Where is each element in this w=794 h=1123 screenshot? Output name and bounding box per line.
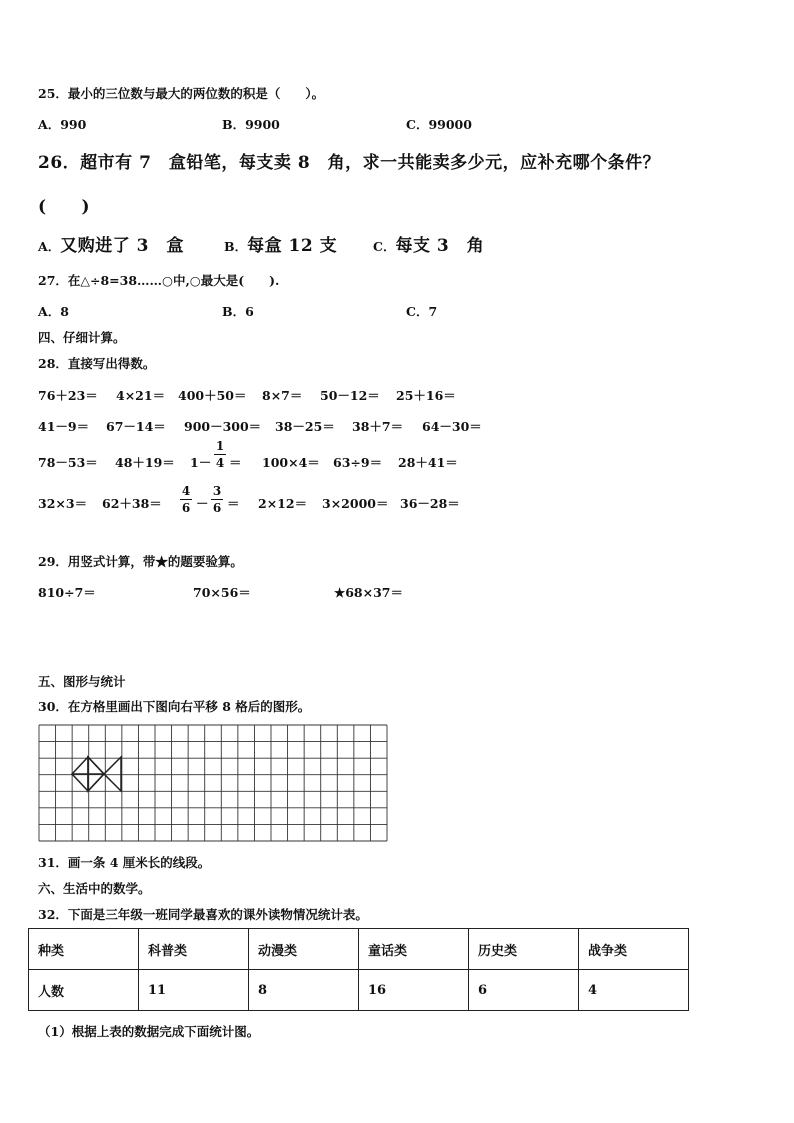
calc-item: 4×21＝ (116, 388, 166, 403)
calc-item: 36－28＝ (400, 496, 460, 511)
q26-answer-paren[interactable]: ( ) (38, 197, 91, 217)
q30-text: 30．在方格里画出下图向右平移 8 格后的图形。 (38, 699, 311, 714)
q32-subquestion-1: （1）根据上表的数据完成下面统计图。 (38, 1024, 260, 1039)
section-4-heading: 四、仔细计算。 (38, 330, 126, 345)
calc-item: 8×7＝ (262, 388, 303, 403)
fraction-numerator: 1 (215, 439, 225, 453)
grid-svg (38, 724, 388, 842)
table-cell: 11 (139, 970, 249, 1011)
fraction-denominator: 6 (212, 501, 222, 515)
fraction-denominator: 4 (215, 456, 225, 470)
table-cell: 人数 (29, 970, 139, 1011)
table-cell: 4 (579, 970, 689, 1011)
q26-option-a[interactable] (38, 231, 184, 256)
q32-text: 32．下面是三年级一班同学最喜欢的课外读物情况统计表。 (38, 907, 368, 922)
calc-item: 78－53＝ (38, 455, 98, 470)
calc-item: 62＋38＝ (102, 496, 162, 511)
calc-minus: － (196, 496, 209, 511)
calc-item: 1－ (190, 455, 212, 470)
fraction-denominator: 6 (181, 501, 191, 515)
reading-stats-table (28, 928, 689, 1011)
calc-item: 400＋50＝ (178, 388, 247, 403)
calc-item: 67－14＝ (106, 419, 166, 434)
calc-item: 2×12＝ (258, 496, 308, 511)
calc-item: 38＋7＝ (352, 419, 404, 434)
calc-item: 48＋19＝ (115, 455, 175, 470)
calc-item: 64－30＝ (422, 419, 482, 434)
q26-option-b-text: 每盒 12 支 (247, 236, 338, 256)
q29-text: 29．用竖式计算，带★的题要验算。 (38, 554, 243, 569)
q31-text: 31．画一条 4 厘米长的线段。 (38, 855, 211, 870)
calc-item: 25＋16＝ (396, 388, 456, 403)
table-cell: 6 (469, 970, 579, 1011)
table-header-cell: 种类 (29, 929, 139, 970)
q26-text: 26．超市有 7 盒铅笔，每支卖 8 角，求一共能卖多少元，应补充哪个条件？ (38, 153, 661, 173)
fraction-three-sixths (211, 484, 223, 515)
q26-option-c-letter: C． (373, 239, 396, 254)
fraction-numerator: 3 (212, 484, 222, 498)
calc-item: 50－12＝ (320, 388, 380, 403)
calc-item: 38－25＝ (275, 419, 335, 434)
q26-option-c[interactable] (373, 231, 484, 256)
fraction-numerator: 4 (181, 484, 191, 498)
q26-option-a-text: 又购进了 3 盒 (60, 236, 184, 256)
calc-equals: ＝ (227, 496, 240, 511)
table-row (29, 970, 689, 1011)
vertical-calc-item: 70×56＝ (193, 585, 251, 600)
q25-option-a[interactable]: A．990 (38, 117, 87, 132)
calc-item: 100×4＝ (262, 455, 320, 470)
q27-option-a[interactable]: A．8 (38, 304, 69, 319)
q27-text: 27．在△÷8=38……○中,○最大是( ). (38, 273, 280, 288)
q27-option-c[interactable]: C．7 (406, 304, 438, 319)
section-5-heading: 五、图形与统计 (38, 674, 126, 689)
q28-text: 28．直接写出得数。 (38, 356, 156, 371)
q25-option-c[interactable]: C．99000 (406, 117, 472, 132)
table-header-cell: 科普类 (139, 929, 249, 970)
fraction-bar (214, 454, 226, 455)
table-header-cell: 战争类 (579, 929, 689, 970)
drawing-grid[interactable] (38, 724, 388, 846)
fraction-one-quarter (214, 439, 226, 470)
q26-option-b[interactable] (224, 231, 337, 256)
table-cell: 8 (249, 970, 359, 1011)
calc-item: 63÷9＝ (333, 455, 383, 470)
q26-option-a-letter: A． (38, 239, 61, 254)
table-cell: 16 (359, 970, 469, 1011)
q27-option-b[interactable]: B．6 (222, 304, 254, 319)
calc-item: 76＋23＝ (38, 388, 98, 403)
table-header-cell: 动漫类 (249, 929, 359, 970)
fraction-bar (180, 499, 192, 500)
calc-item: 28＋41＝ (398, 455, 458, 470)
q25-option-b[interactable]: B．9900 (222, 117, 280, 132)
section-6-heading: 六、生活中的数学。 (38, 881, 151, 896)
q25-text: 25．最小的三位数与最大的两位数的积是（ ）。 (38, 86, 325, 101)
calc-equals: ＝ (229, 455, 242, 470)
calc-item: 32×3＝ (38, 496, 88, 511)
calc-item: 3×2000＝ (322, 496, 389, 511)
calc-item: 900－300＝ (184, 419, 262, 434)
fraction-four-sixths (180, 484, 192, 515)
q26-option-b-letter: B． (224, 239, 248, 254)
table-header-cell: 历史类 (469, 929, 579, 970)
vertical-calc-item: ★68×37＝ (334, 585, 403, 600)
q26-option-c-text: 每支 3 角 (395, 236, 485, 256)
calc-item: 41－9＝ (38, 419, 90, 434)
table-header-cell: 童话类 (359, 929, 469, 970)
fraction-bar (211, 499, 223, 500)
vertical-calc-item: 810÷7＝ (38, 585, 96, 600)
table-header-row (29, 929, 689, 970)
